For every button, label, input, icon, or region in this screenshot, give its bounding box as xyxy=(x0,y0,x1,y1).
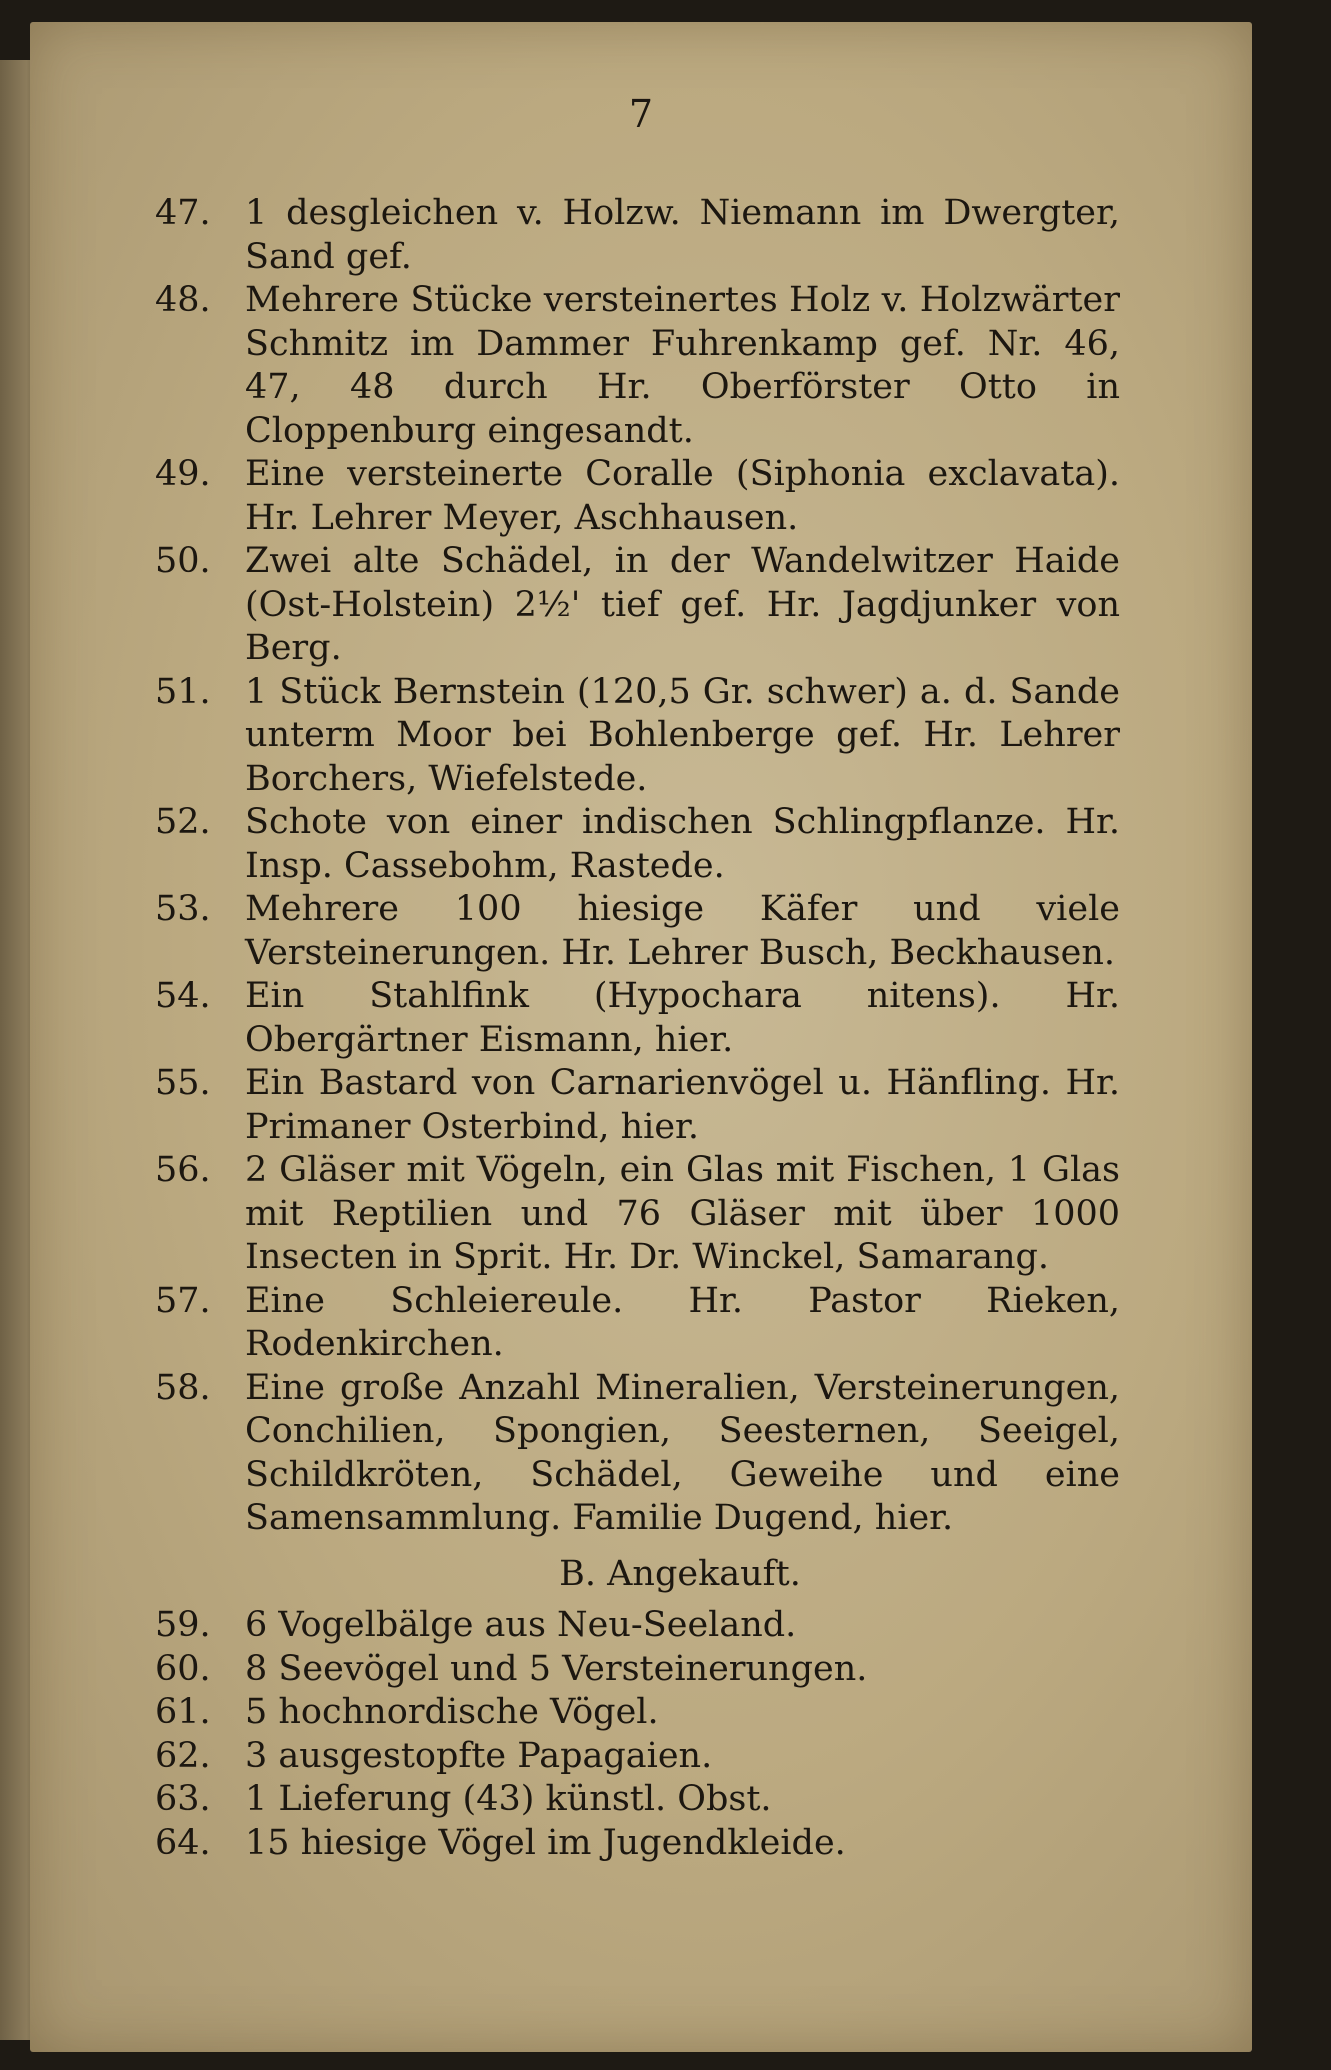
list-item xyxy=(155,888,1120,975)
list-item xyxy=(155,1149,1120,1280)
entry-number: 54. xyxy=(155,976,211,1016)
entry-text: Eine große Anzahl Mineralien, Versteinerungen, Conchilien, Spongien, Seesternen, Seeigel, Schildkröten, Schädel, Geweihe und eine Samensammlung. Familie Dugend, hier. xyxy=(245,1367,1120,1538)
entry-number: 59. xyxy=(155,1605,211,1645)
entry-number: 61. xyxy=(155,1692,211,1732)
entry-number: 58. xyxy=(155,1367,211,1408)
list-item xyxy=(155,975,1120,1062)
list-item xyxy=(155,1062,1120,1149)
list-item xyxy=(155,1735,1120,1779)
entry-number: 55. xyxy=(155,1063,211,1103)
entry-text: Mehrere 100 hiesige Käfer und viele Versteinerungen. Hr. Lehrer Busch, Beckhausen. xyxy=(245,889,1120,973)
entry-number: 51. xyxy=(155,671,211,712)
entry-text: 15 hiesige Vögel im Jugendkleide. xyxy=(245,1822,846,1863)
list-item xyxy=(155,1822,1120,1866)
entry-text: 2 Gläser mit Vögeln, ein Glas mit Fischen, 1 Glas mit Reptilien und 76 Gläser mit über 1000 Insecten in Sprit. Hr. Dr. Winckel, Samarang. xyxy=(245,1150,1120,1277)
entry-number: 57. xyxy=(155,1280,211,1321)
entry-number: 49. xyxy=(155,454,211,494)
list-item xyxy=(155,801,1120,888)
entry-text: Zwei alte Schädel, in der Wandelwitzer Haide (Ost-Holstein) 2½' tief gef. Hr. Jagdjunker von Berg. xyxy=(245,541,1120,668)
entry-text: 8 Seevögel und 5 Versteinerungen. xyxy=(245,1648,868,1689)
list-item xyxy=(155,1604,1120,1648)
entry-number: 60. xyxy=(155,1648,211,1689)
entry-text: 5 hochnordische Vögel. xyxy=(245,1692,659,1732)
entry-text: 1 desgleichen v. Holzw. Niemann im Dwergter, Sand gef. xyxy=(245,193,1120,277)
entry-text: Ein Stahlfink (Hypochara nitens). Hr. Obergärtner Eismann, hier. xyxy=(245,976,1120,1060)
section-heading: B. Angekauft. xyxy=(559,1553,801,1594)
entry-text: Schote von einer indischen Schlingpflanze. Hr. Insp. Cassebohm, Rastede. xyxy=(245,802,1120,886)
entry-text: Mehrere Stücke versteinertes Holz v. Holzwärter Schmitz im Dammer Fuhrenkamp gef. Nr. 46, 47, 48 durch Hr. Oberförster Otto in Cloppenburg eingesandt. xyxy=(245,280,1120,451)
entry-text: 1 Stück Bernstein (120,5 Gr. schwer) a. d. Sande unterm Moor bei Bohlenberge gef. Hr. Lehrer Borchers, Wiefelstede. xyxy=(245,671,1120,799)
list-item xyxy=(155,1778,1120,1822)
entry-text: Eine versteinerte Coralle (Siphonia exclavata). Hr. Lehrer Meyer, Aschhausen. xyxy=(245,454,1120,538)
purchased-list xyxy=(155,1604,1120,1865)
entry-number: 47. xyxy=(155,193,211,233)
entry-text: Eine Schleiereule. Hr. Pastor Rieken, Rodenkirchen. xyxy=(245,1280,1120,1364)
entry-text: 1 Lieferung (43) künstl. Obst. xyxy=(245,1779,772,1819)
entry-text: Ein Bastard von Carnarienvögel u. Hänfling. Hr. Primaner Osterbind, hier. xyxy=(245,1063,1120,1147)
entry-number: 52. xyxy=(155,802,211,842)
entry-text: 6 Vogelbälge aus Neu-Seeland. xyxy=(245,1605,797,1645)
entry-number: 64. xyxy=(155,1822,211,1863)
entry-number: 62. xyxy=(155,1735,211,1776)
donation-list xyxy=(155,192,1120,1541)
list-item xyxy=(155,671,1120,802)
entry-number: 50. xyxy=(155,541,211,581)
list-item xyxy=(155,1691,1120,1735)
page-content xyxy=(155,192,1120,1865)
list-item xyxy=(155,192,1120,279)
entry-number: 48. xyxy=(155,280,211,320)
entry-number: 56. xyxy=(155,1150,211,1190)
page-number: 7 xyxy=(628,92,654,136)
list-item xyxy=(155,1367,1120,1541)
list-item xyxy=(155,453,1120,540)
list-item xyxy=(155,279,1120,453)
entry-number: 53. xyxy=(155,889,211,929)
list-item xyxy=(155,1280,1120,1367)
list-item xyxy=(155,540,1120,671)
book-page xyxy=(30,22,1252,2052)
entry-number: 63. xyxy=(155,1779,211,1819)
entry-text: 3 ausgestopfte Papagaien. xyxy=(245,1735,713,1776)
list-item xyxy=(155,1648,1120,1692)
